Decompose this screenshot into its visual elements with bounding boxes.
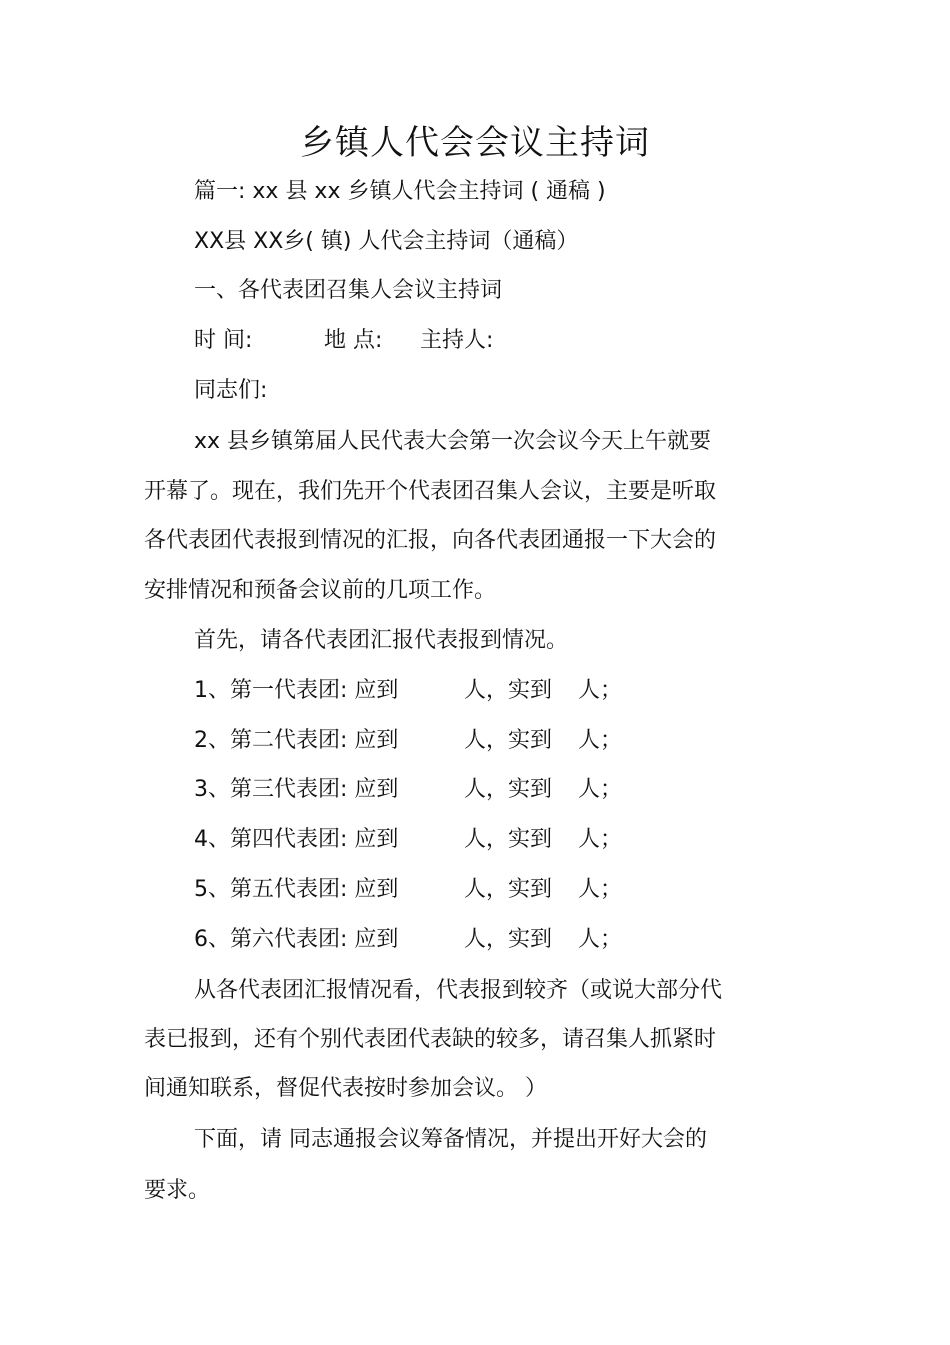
heading-subtitle: XX县 XX乡( 镇) 人代会主持词（通稿） <box>194 229 579 254</box>
greeting: 同志们: <box>194 378 268 403</box>
delegation-end: 人； <box>578 678 623 703</box>
delegation-end: 人； <box>578 877 623 902</box>
paragraph-line: 首先，请各代表团汇报代表报到情况。 <box>194 628 569 653</box>
delegation-unit: 人，实到 <box>464 728 553 753</box>
meta-time-label: 时 间: <box>194 328 253 353</box>
heading-chapter-one: 篇一: xx 县 xx 乡镇人代会主持词 ( 通稿 ) <box>194 179 606 204</box>
paragraph-line: 要求。 <box>144 1178 211 1203</box>
delegation-label: 3、第三代表团: 应到 <box>194 777 399 802</box>
delegation-row <box>194 925 622 955</box>
paragraph-line: 开幕了。现在，我们先开个代表团召集人会议，主要是听取 <box>144 479 717 504</box>
delegation-end: 人； <box>578 927 623 952</box>
delegation-row <box>194 875 622 905</box>
delegation-end: 人； <box>578 827 623 852</box>
delegation-label: 1、第一代表团: 应到 <box>194 678 399 703</box>
delegation-label: 6、第六代表团: 应到 <box>194 927 399 952</box>
document-title: 乡镇人代会会议主持词 <box>300 123 650 163</box>
paragraph-line: xx 县乡镇第届人民代表大会第一次会议今天上午就要 <box>194 429 712 454</box>
delegation-label: 4、第四代表团: 应到 <box>194 827 399 852</box>
meeting-meta <box>194 326 493 356</box>
paragraph-line: 表已报到，还有个别代表团代表缺的较多，请召集人抓紧时 <box>144 1027 717 1052</box>
paragraph-line: 下面，请 同志通报会议筹备情况，并提出开好大会的 <box>194 1127 707 1152</box>
delegation-unit: 人，实到 <box>464 877 553 902</box>
delegation-row <box>194 775 622 805</box>
delegation-row <box>194 726 622 756</box>
delegation-row <box>194 676 622 706</box>
delegation-row <box>194 825 622 855</box>
delegation-unit: 人，实到 <box>464 678 553 703</box>
delegation-end: 人； <box>578 777 623 802</box>
meta-host-label: 主持人: <box>420 328 494 353</box>
delegation-label: 2、第二代表团: 应到 <box>194 728 399 753</box>
delegation-unit: 人，实到 <box>464 827 553 852</box>
paragraph-line: 从各代表团汇报情况看，代表报到较齐（或说大部分代 <box>194 978 723 1003</box>
delegation-unit: 人，实到 <box>464 927 553 952</box>
delegation-label: 5、第五代表团: 应到 <box>194 877 399 902</box>
delegation-unit: 人，实到 <box>464 777 553 802</box>
paragraph-line: 安排情况和预备会议前的几项工作。 <box>144 578 497 603</box>
meta-place-label: 地 点: <box>324 328 383 353</box>
paragraph-line: 各代表团代表报到情况的汇报，向各代表团通报一下大会的 <box>144 528 717 553</box>
delegation-end: 人； <box>578 728 623 753</box>
paragraph-line: 间通知联系，督促代表按时参加会议。 ） <box>144 1076 547 1101</box>
section-heading: 一、各代表团召集人会议主持词 <box>194 278 503 303</box>
